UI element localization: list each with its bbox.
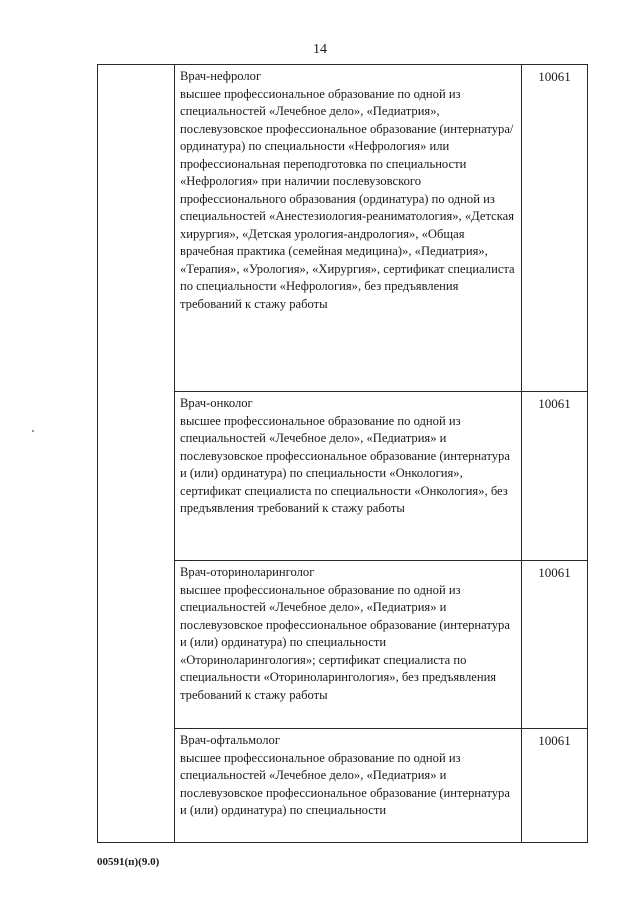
position-title: Врач-нефролог (180, 69, 262, 83)
position-requirements: высшее профессиональное образование по одной из специальностей «Лечебное дело», «Педиатрия» и послевузовское профессиональное образование (интернатура и (или) ординатура) по специальности «Оториноларингология»; сертификат специалиста по специальности «Оториноларингология», без предъявления требований к стажу работы (180, 582, 510, 702)
position-cell (175, 729, 522, 843)
position-title: Врач-онколог (180, 396, 253, 410)
document-code: 00591(п)(9.0) (97, 856, 160, 868)
qualification-code: 10061 (538, 69, 571, 84)
position-cell (175, 561, 522, 729)
page-number: 14 (313, 42, 327, 57)
group-cell (98, 65, 175, 843)
qualification-code: 10061 (538, 396, 571, 411)
code-cell (522, 561, 588, 729)
position-title: Врач-оториноларинголог (180, 565, 315, 579)
position-title: Врач-офтальмолог (180, 733, 280, 747)
position-requirements: высшее профессиональное образование по одной из специальностей «Лечебное дело», «Педиатрия», послевузовское профессиональное образование (интернатура/ординатура) по специальности «Нефрология» или профессиональная переподготовка по специальности «Нефрология» при наличии послевузовского профессионального образования (ординатура) по одной из специальностей «Анестезиология-реаниматология», «Детская хирургия», «Детская урология-андрология», «Общая врачебная практика (семейная медицина)», «Педиатрия», «Терапия», «Урология», «Хирургия», сертификат специалиста по специальности «Нефрология», без предъявления требований к стажу работы (180, 86, 515, 311)
position-requirements: высшее профессиональное образование по одной из специальностей «Лечебное дело», «Педиатрия» и послевузовское профессиональное образование (интернатура и (или) ординатура) по специальности «Онкология», сертификат специалиста по специальности «Онкология», без предъявления требований к стажу работы (180, 413, 510, 515)
qualification-code: 10061 (538, 565, 571, 580)
table-row (98, 65, 588, 392)
position-cell (175, 392, 522, 561)
position-cell (175, 65, 522, 392)
code-cell (522, 392, 588, 561)
scan-speck (32, 430, 34, 432)
code-cell (522, 729, 588, 843)
position-requirements: высшее профессиональное образование по одной из специальностей «Лечебное дело», «Педиатрия» и послевузовское профессиональное образование (интернатура и (или) ординатура) по специальности (180, 750, 510, 817)
code-cell (522, 65, 588, 392)
qualification-table (97, 64, 588, 843)
qualification-code: 10061 (538, 733, 571, 748)
